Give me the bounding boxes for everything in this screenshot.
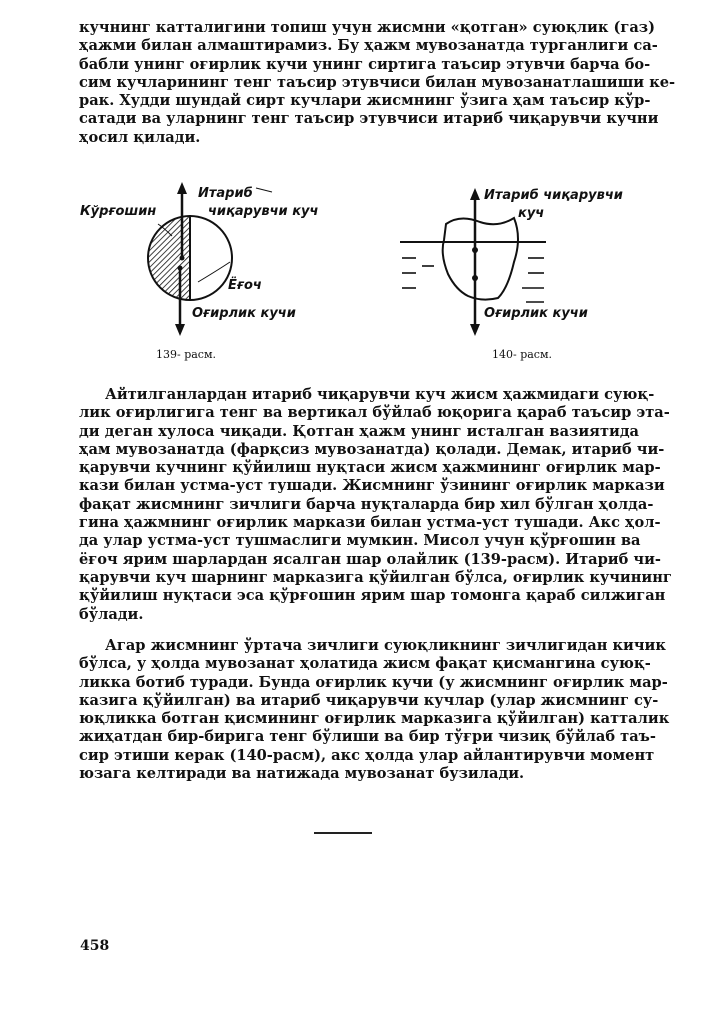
- text-line: рак. Худди шундай сирт кучлари жисмнинг ўзига ҳам таъсир кўр-: [79, 92, 651, 110]
- label-weight: Оғирлик кучи: [192, 306, 296, 321]
- text-line: бўлса, у ҳолда мувозанат ҳолатида жисм фақат қисмангина суюқ-: [79, 655, 651, 673]
- text-line: сатади ва уларнинг тенг таъсир этувчиси итариб чиқарувчи кучни: [79, 110, 659, 128]
- text-line: кучнинг катталигини топиш учун жисмни «қотган» суюқлик (газ): [79, 19, 656, 36]
- text-line: ёғоч ярим шарлардан ясалган шар олайлик (139-расм). Итариб чи-: [79, 550, 661, 568]
- label-force-up-1: Итариб: [198, 186, 253, 201]
- label-force-up-2: чиқарувчи куч: [208, 204, 319, 219]
- figure-140: [398, 178, 628, 368]
- text-line: фақат жисмнинг зичлиги барча нуқталарда бир хил бўлган ҳолдa-: [79, 495, 654, 513]
- label-weight: Оғирлик кучи: [484, 306, 588, 321]
- label-force-up-1: Итариб чиқарувчи: [484, 188, 623, 203]
- paragraph-1: [79, 19, 676, 147]
- text-line: лик оғирлигига тенг ва вертикал бўйлаб юқорига қараб таъсир эта-: [79, 404, 670, 422]
- label-lead: Кўрғошин: [80, 204, 157, 219]
- text-line: ликка ботиб туради. Бунда оғирлик кучи (у жисмнинг оғирлик мар-: [79, 673, 668, 691]
- text-line: ҳажми билан алмаштирамиз. Бу ҳажм мувозанатда турганлиги са-: [79, 37, 658, 55]
- text-line: да улар устма-уст тушмаслиги мумкин. Мисол учун қўрғошин ва: [79, 532, 641, 550]
- figure-140-diagram: [398, 178, 628, 368]
- figure-140-caption: 140- расм.: [492, 348, 553, 361]
- text-line: бабли унинг оғирлик кучи унинг сиртига таъсир этувчи барча бо-: [79, 55, 651, 73]
- text-line: кази билан устма-уст тушади. Жисмнинг ўзининг оғирлик маркази: [79, 477, 665, 495]
- text-line: сир этиши керак (140-расм), акс ҳолда улар айлантирувчи момент: [79, 746, 655, 764]
- paragraph-3: [79, 637, 670, 783]
- paragraph-2: [79, 386, 672, 624]
- text-line: сим кучларининг тенг таъсир этувчиси билан мувозанатлашиши ке-: [79, 73, 676, 91]
- text-line: юзага келтиради ва натижада мувозанат бузилади.: [79, 765, 525, 783]
- text-line: қўйилиш нуқтаси эса қўрғошин ярим шар томонга қараб силжиган: [79, 587, 666, 605]
- text-line: қарувчи кучнинг қўйилиш нуқтаси жисм ҳажмининг оғирлик мар-: [79, 459, 661, 477]
- text-line: гина ҳажмнинг оғирлик маркази билан устма-уст тушади. Акс ҳол-: [79, 514, 661, 532]
- text-line: Агар жисмнинг ўртача зичлиги суюқликнинг зичлигидан кичик: [105, 637, 666, 654]
- text-line: юқликка ботган қисмининг оғирлик марказига қўйилган) катталик: [79, 710, 670, 728]
- text-line: ҳосил қилади.: [79, 128, 201, 146]
- text-line: Айтилганлардан итариб чиқарувчи куч жисм ҳажмидаги суюқ-: [105, 386, 655, 403]
- label-wood: Ёғоч: [228, 278, 262, 293]
- section-divider: [314, 832, 372, 834]
- text-line: қарувчи куч шарнинг марказига қўйилган бўлса, оғирлик кучининг: [79, 568, 672, 586]
- text-line: ҳам мувозанатда (фарқсиз мувозанатда) қолади. Демак, итариб чи-: [79, 440, 665, 458]
- text-line: бўлади.: [79, 605, 144, 623]
- label-force-up-2: куч: [518, 206, 545, 221]
- floating-body: [443, 218, 518, 300]
- wood-hemisphere: [190, 216, 232, 300]
- text-line: жиҳатдан бир-бирига тенг бўлиши ва бир тўғри чизиқ бўйлаб таъ-: [79, 728, 656, 746]
- text-line: казига қўйилган) ва итариб чиқарувчи кучлар (улар жисмнинг су-: [79, 691, 659, 709]
- figure-139-caption: 139- расм.: [156, 348, 217, 361]
- page-number: 458: [80, 938, 110, 954]
- figure-139: [80, 178, 340, 368]
- text-line: ди деган хулоса чиқади. Қотган ҳажм унинг исталган вазиятида: [79, 422, 639, 440]
